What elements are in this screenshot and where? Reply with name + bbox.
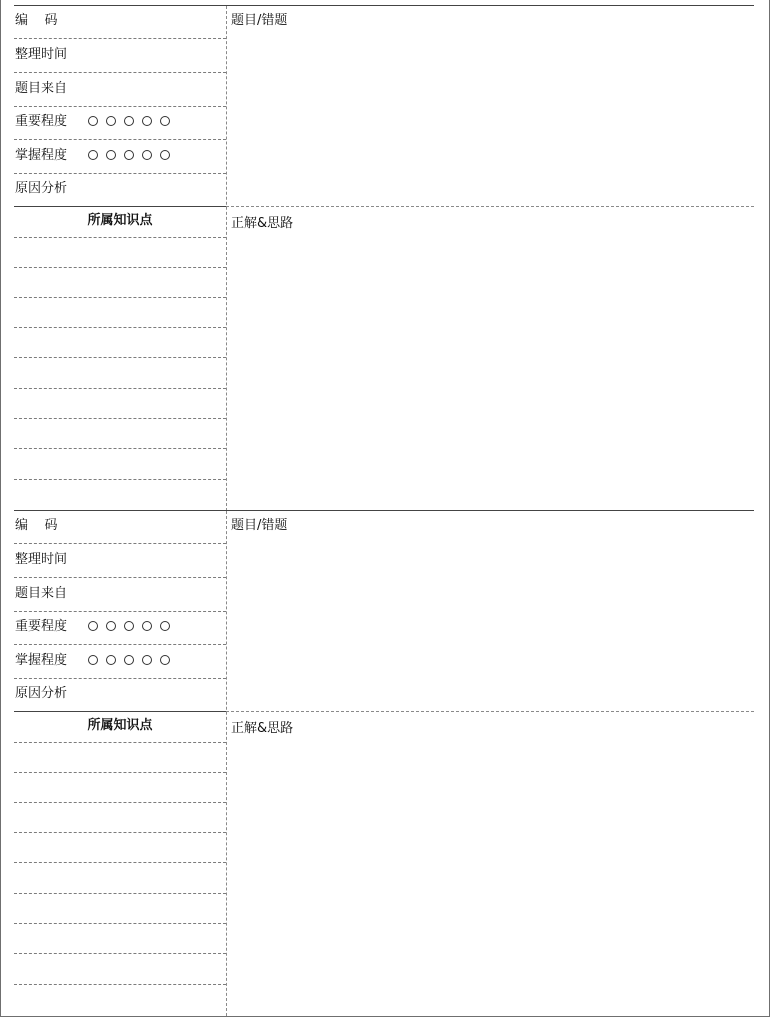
rating-circle[interactable] <box>88 655 98 665</box>
reason-row[interactable] <box>14 173 226 207</box>
importance-rating <box>88 621 170 631</box>
knowledge-line[interactable] <box>14 862 226 863</box>
knowledge-line[interactable] <box>14 297 226 298</box>
rating-circle[interactable] <box>106 655 116 665</box>
code-row[interactable] <box>14 510 226 544</box>
knowledge-line[interactable] <box>14 448 226 449</box>
time-row[interactable] <box>14 544 226 578</box>
mastery-rating <box>88 655 170 665</box>
section-separator <box>14 711 226 712</box>
answer-label: 正解&思路 <box>231 216 294 231</box>
knowledge-title: 所属知识点 <box>87 213 153 228</box>
rating-circle[interactable] <box>160 150 170 160</box>
knowledge-line[interactable] <box>14 893 226 894</box>
rating-circle[interactable] <box>124 150 134 160</box>
importance-label: 重要程度 <box>15 114 68 129</box>
source-label: 题目来自 <box>15 81 68 96</box>
code-row[interactable] <box>14 5 226 39</box>
knowledge-line[interactable] <box>14 953 226 954</box>
error-card-1 <box>14 5 754 511</box>
rating-circle[interactable] <box>124 655 134 665</box>
rating-circle[interactable] <box>142 150 152 160</box>
rating-circle[interactable] <box>160 655 170 665</box>
rating-circle[interactable] <box>106 621 116 631</box>
mastery-row <box>14 645 226 679</box>
rating-circle[interactable] <box>124 621 134 631</box>
mastery-rating <box>88 150 170 160</box>
question-answer-divider <box>226 206 754 207</box>
rating-circle[interactable] <box>142 655 152 665</box>
knowledge-line[interactable] <box>14 237 226 238</box>
source-row[interactable] <box>14 73 226 107</box>
knowledge-line[interactable] <box>14 802 226 803</box>
importance-row <box>14 106 226 140</box>
knowledge-line[interactable] <box>14 984 226 985</box>
time-label: 整理时间 <box>15 552 68 567</box>
knowledge-line[interactable] <box>14 267 226 268</box>
rating-circle[interactable] <box>106 116 116 126</box>
rating-circle[interactable] <box>88 621 98 631</box>
mastery-label: 掌握程度 <box>15 148 68 163</box>
importance-rating <box>88 116 170 126</box>
mastery-label: 掌握程度 <box>15 653 68 668</box>
rating-circle[interactable] <box>106 150 116 160</box>
rating-circle[interactable] <box>124 116 134 126</box>
knowledge-line[interactable] <box>14 327 226 328</box>
source-row[interactable] <box>14 578 226 612</box>
knowledge-line[interactable] <box>14 479 226 480</box>
knowledge-line[interactable] <box>14 357 226 358</box>
rating-circle[interactable] <box>142 621 152 631</box>
importance-row <box>14 611 226 645</box>
time-row[interactable] <box>14 39 226 73</box>
answer-area[interactable] <box>227 714 754 1014</box>
rating-circle[interactable] <box>160 621 170 631</box>
code-label: 编 码 <box>15 13 58 28</box>
error-card-2 <box>14 510 754 1016</box>
time-label: 整理时间 <box>15 47 68 62</box>
question-area[interactable] <box>227 512 754 710</box>
knowledge-line[interactable] <box>14 388 226 389</box>
rating-circle[interactable] <box>160 116 170 126</box>
knowledge-line[interactable] <box>14 832 226 833</box>
rating-circle[interactable] <box>88 150 98 160</box>
knowledge-line[interactable] <box>14 418 226 419</box>
answer-label: 正解&思路 <box>231 721 294 736</box>
knowledge-line[interactable] <box>14 923 226 924</box>
rating-circle[interactable] <box>88 116 98 126</box>
reason-row[interactable] <box>14 678 226 712</box>
mastery-row <box>14 140 226 174</box>
rating-circle[interactable] <box>142 116 152 126</box>
section-separator <box>14 206 226 207</box>
reason-label: 原因分析 <box>15 181 68 196</box>
question-label: 题目/错题 <box>231 518 288 533</box>
knowledge-line[interactable] <box>14 742 226 743</box>
question-label: 题目/错题 <box>231 13 288 28</box>
knowledge-title: 所属知识点 <box>87 718 153 733</box>
question-answer-divider <box>226 711 754 712</box>
source-label: 题目来自 <box>15 586 68 601</box>
reason-label: 原因分析 <box>15 686 68 701</box>
answer-area[interactable] <box>227 209 754 509</box>
knowledge-line[interactable] <box>14 772 226 773</box>
importance-label: 重要程度 <box>15 619 68 634</box>
code-label: 编 码 <box>15 518 58 533</box>
question-area[interactable] <box>227 7 754 205</box>
